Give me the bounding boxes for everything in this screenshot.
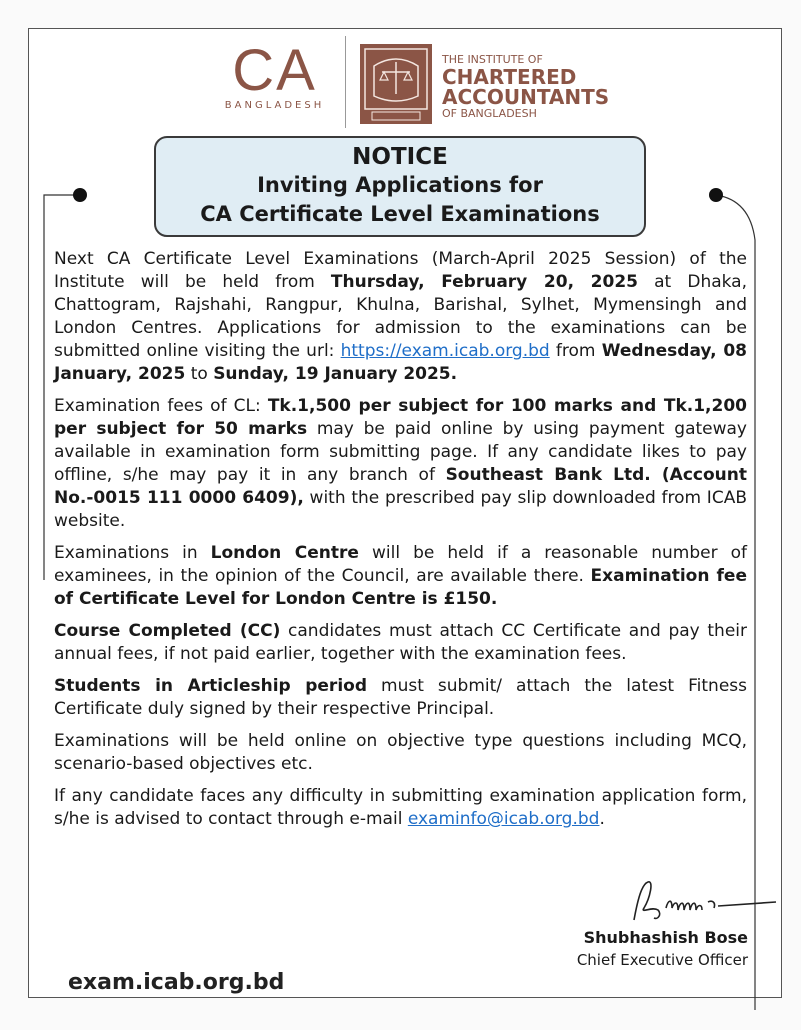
icab-crest-icon bbox=[360, 44, 432, 124]
logo-divider bbox=[345, 36, 346, 128]
footer-website[interactable]: exam.icab.org.bd bbox=[68, 970, 285, 995]
p3-text-c: will be held if a reasonable number of examinees, in the opinion of the Council, are available there. bbox=[54, 543, 748, 586]
p5-text: must submit/ attach the latest Fitness Certificate duly signed by their respective Principal. bbox=[54, 676, 748, 719]
institute-line2: CHARTERED bbox=[442, 65, 577, 89]
notice-title: NOTICE bbox=[352, 144, 448, 170]
institute-line1: THE INSTITUTE OF bbox=[442, 53, 543, 66]
london-fee: Examination fee of Certificate Level for London Centre is £150. bbox=[54, 566, 747, 609]
notice-subtitle-line1: Inviting Applications for bbox=[257, 173, 543, 197]
ca-bangladesh-logo bbox=[217, 40, 332, 111]
paragraph-london bbox=[54, 542, 747, 611]
fee-amount: Tk.1,500 per subject for 100 marks and Tk.1,200 per subject for 50 marks bbox=[54, 396, 747, 439]
p1-text-e: to bbox=[185, 364, 214, 384]
cc-label: Course Completed (CC) bbox=[54, 621, 281, 641]
signature-icon bbox=[628, 878, 780, 928]
notice-body bbox=[54, 248, 747, 840]
p2-text-d: with the prescribed pay slip downloaded from ICAB website. bbox=[54, 488, 747, 531]
signatory-title: Chief Executive Officer bbox=[576, 951, 748, 969]
institute-line3: ACCOUNTANTS bbox=[442, 85, 610, 109]
apply-to-date: Sunday, 19 January 2025. bbox=[213, 364, 458, 384]
notice-subtitle-line2: CA Certificate Level Examinations bbox=[200, 202, 600, 226]
ca-logo-country: BANGLADESH bbox=[224, 100, 325, 111]
icab-logo-text bbox=[442, 54, 609, 119]
p1-text-c: at Dhaka, Chattogram, Rajshahi, Rangpur, Khulna, Barishal, Sylhet, Mymensingh and London Centres. Applications for admission to the examinations can be submitted online visiting the url: bbox=[54, 272, 748, 361]
paragraph-contact bbox=[54, 785, 747, 831]
apply-from-date: Wednesday, 08 January, 2025 bbox=[54, 341, 747, 384]
paragraph-cc bbox=[54, 620, 747, 666]
p4-text: candidates must attach CC Certificate and pay their annual fees, if not paid earlier, together with the examination fees. bbox=[54, 621, 747, 664]
p2-text-a: Examination fees of CL: bbox=[54, 396, 268, 416]
contact-email-link[interactable]: examinfo@icab.org.bd bbox=[407, 809, 600, 829]
p1-text-d: from bbox=[549, 341, 602, 361]
left-bullet-dot bbox=[73, 188, 87, 202]
p2-text-c: may be paid online by using payment gateway available in examination form submitting page. If any candidate likes to pay offline, s/he may pay it in any branch of bbox=[54, 419, 747, 485]
paragraph-schedule bbox=[54, 248, 747, 386]
ca-logo-text: CA bbox=[232, 38, 317, 103]
p7-text-a: If any candidate faces any difficulty in submitting examination application form, s/he is advised to contact through e-mail bbox=[54, 786, 747, 829]
exam-url-link[interactable]: https://exam.icab.org.bd bbox=[340, 341, 550, 361]
exam-date: Thursday, February 20, 2025 bbox=[330, 272, 638, 292]
paragraph-fees bbox=[54, 395, 747, 533]
p3-text-a: Examinations in bbox=[54, 543, 211, 563]
notice-heading-box bbox=[154, 136, 646, 237]
p1-text-a: Next CA Certificate Level Examinations (March-April 2025 Session) of the Institute will be held from bbox=[54, 249, 747, 292]
articleship-label: Students in Articleship period bbox=[54, 676, 367, 696]
paragraph-online: Examinations will be held online on objective type questions including MCQ, scenario-based objectives etc. bbox=[54, 731, 747, 774]
london-centre: London Centre bbox=[210, 543, 359, 563]
institute-line4: OF BANGLADESH bbox=[442, 107, 537, 120]
p7-text-b: . bbox=[599, 809, 605, 829]
paragraph-articleship bbox=[54, 675, 747, 721]
signatory-name: Shubhashish Bose bbox=[583, 928, 748, 947]
right-bullet-dot bbox=[709, 188, 723, 202]
bank-account: Southeast Bank Ltd. (Account No.-0015 111 0000 6409), bbox=[54, 465, 747, 508]
